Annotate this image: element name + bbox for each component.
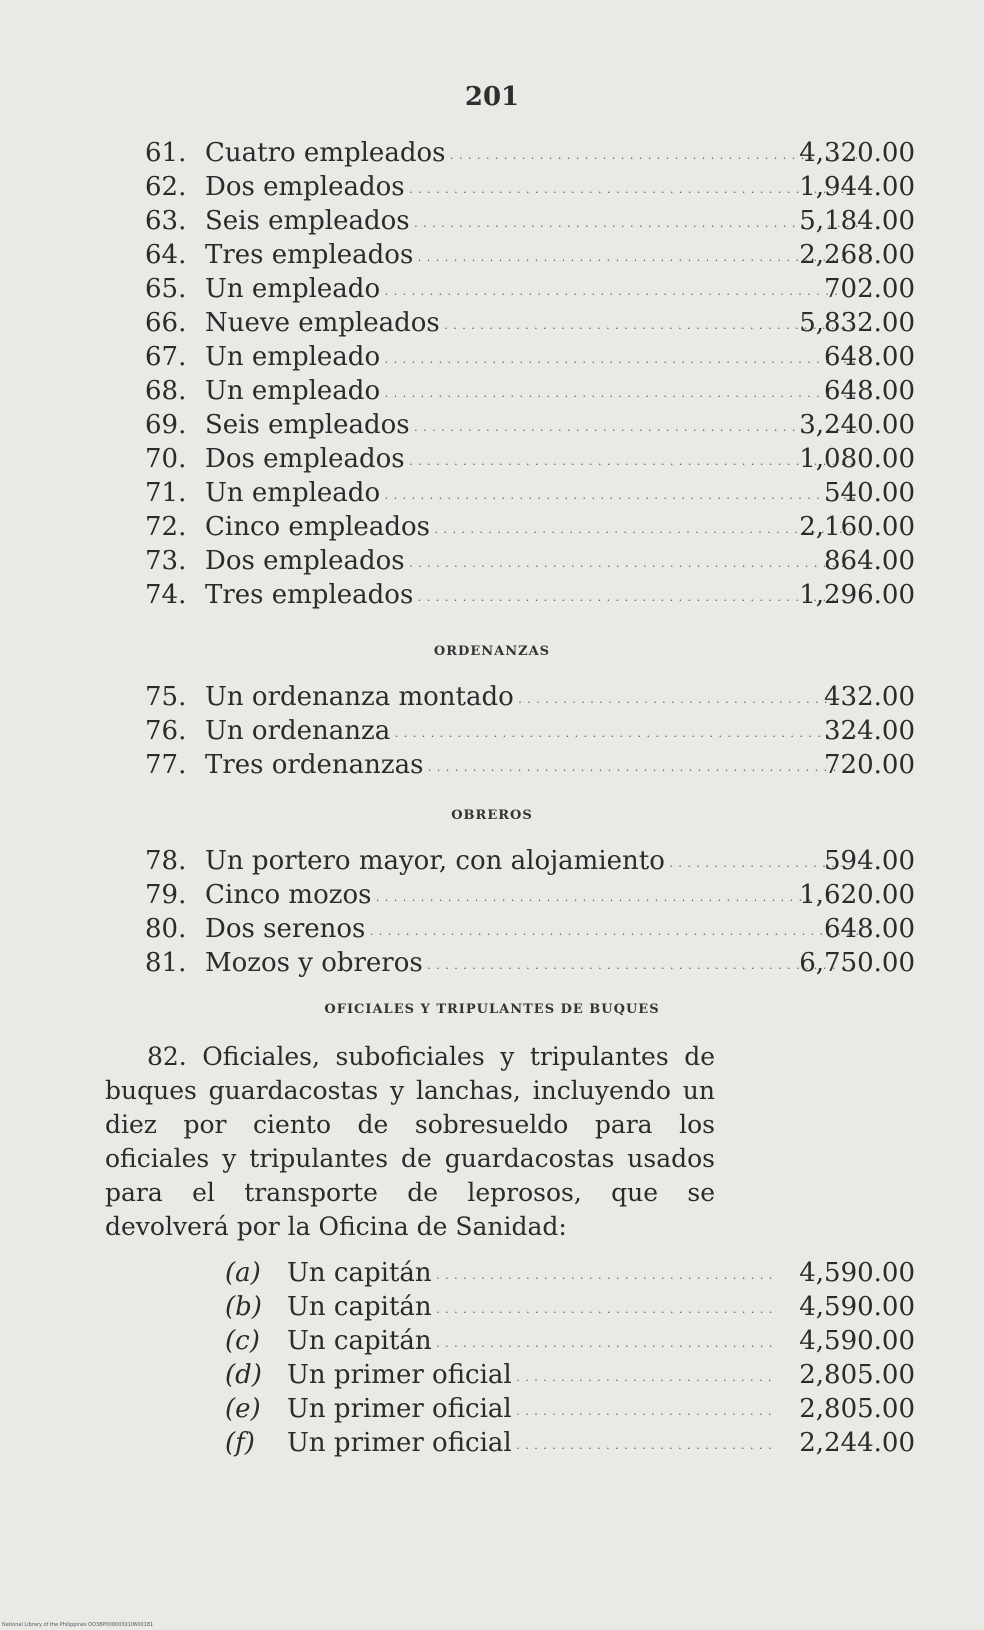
item-number: 62. — [145, 172, 187, 202]
list-item — [225, 1290, 915, 1324]
item-amount: 432.00 — [824, 682, 915, 712]
list-item — [145, 578, 915, 612]
item-number: 65. — [145, 274, 187, 304]
item-label: Dos serenos . . . — [205, 912, 860, 949]
item-letter: (e) — [225, 1394, 261, 1424]
item-amount: 720.00 — [824, 750, 915, 780]
item-amount: 2,805.00 — [799, 1394, 915, 1424]
item-amount: 324.00 — [824, 716, 915, 746]
item-amount: 2,244.00 — [799, 1428, 915, 1458]
item-number: 76. — [145, 716, 187, 746]
item-amount: 648.00 — [824, 342, 915, 372]
list-item — [145, 844, 915, 878]
item-label: Seis empleados . . . — [205, 204, 860, 241]
item-letter: (c) — [225, 1326, 260, 1356]
item-amount: 6,750.00 — [799, 948, 915, 978]
item-number: 73. — [145, 546, 187, 576]
list-item — [145, 748, 915, 782]
section-heading-obreros: OBREROS — [451, 808, 533, 823]
section-heading-oficiales: OFICIALES Y TRIPULANTES DE BUQUES — [324, 1002, 660, 1017]
item-number: 66. — [145, 308, 187, 338]
item-number: 72. — [145, 512, 187, 542]
item-label: Cinco empleados . . . — [205, 510, 860, 547]
entries-list-b — [145, 680, 915, 782]
item-label: Un ordenanza montado . . . — [205, 680, 860, 717]
entries-list-a — [145, 136, 915, 612]
item-letter: (d) — [225, 1360, 262, 1390]
list-item — [145, 510, 915, 544]
item-label: Un ordenanza . . . — [205, 714, 860, 751]
list-item — [145, 680, 915, 714]
item-amount: 1,944.00 — [799, 172, 915, 202]
item-amount: 4,590.00 — [799, 1292, 915, 1322]
item-label: Cinco mozos . . . — [205, 878, 860, 915]
item-label: Un primer oficial . . . — [287, 1426, 777, 1463]
item-label: Nueve empleados . . . — [205, 306, 860, 343]
item-amount: 4,320.00 — [799, 138, 915, 168]
item-label: Un capitán . . . — [287, 1290, 777, 1327]
item-amount: 5,184.00 — [799, 206, 915, 236]
item-label: Tres empleados . . . — [205, 238, 860, 275]
list-item — [225, 1256, 915, 1290]
item-amount: 4,590.00 — [799, 1258, 915, 1288]
list-item — [145, 272, 915, 306]
item-label: Seis empleados . . . — [205, 408, 860, 445]
list-item — [145, 878, 915, 912]
item-label: Un portero mayor, con alojamiento . . . — [205, 844, 860, 881]
section-heading-ordenanzas: ORDENANZAS — [433, 644, 551, 659]
list-item — [145, 306, 915, 340]
item-amount: 1,296.00 — [799, 580, 915, 610]
item-number: 79. — [145, 880, 187, 910]
item-amount: 594.00 — [824, 846, 915, 876]
item-label: Un empleado . . . — [205, 476, 860, 513]
list-item — [145, 476, 915, 510]
item-number: 61. — [145, 138, 187, 168]
list-item — [145, 170, 915, 204]
list-item — [225, 1324, 915, 1358]
list-item — [145, 340, 915, 374]
item-letter: (f) — [225, 1428, 255, 1458]
item-number: 63. — [145, 206, 187, 236]
item-amount: 540.00 — [824, 478, 915, 508]
item-label: Cuatro empleados . . . — [205, 136, 860, 173]
item-amount: 3,240.00 — [799, 410, 915, 440]
item-amount: 2,160.00 — [799, 512, 915, 542]
item-amount: 864.00 — [824, 546, 915, 576]
list-item — [225, 1392, 915, 1426]
item-amount: 702.00 — [824, 274, 915, 304]
item-number: 64. — [145, 240, 187, 270]
list-item — [145, 946, 915, 980]
scan-footer: National Library of the Philippines DO38P000003010600181 — [2, 1622, 154, 1628]
item-label: Un empleado . . . — [205, 340, 860, 377]
list-item — [145, 714, 915, 748]
item-label: Tres empleados . . . — [205, 578, 860, 615]
list-item — [145, 374, 915, 408]
list-item — [145, 912, 915, 946]
item-amount: 5,832.00 — [799, 308, 915, 338]
paragraph-82: 82. Oficiales, suboficiales y tripulantes de buques guardacostas y lanchas, incluyendo un diez por ciento de sobresueldo para los oficiales y tripulantes de guardacostas usados para el transporte de leprosos, que se devolverá por la Oficina de Sanidad: — [105, 1042, 715, 1241]
item-amount: 1,080.00 — [799, 444, 915, 474]
item-label: Dos empleados . . . — [205, 544, 860, 581]
item-amount: 2,805.00 — [799, 1360, 915, 1390]
list-item — [225, 1358, 915, 1392]
item-label: Mozos y obreros . . . — [205, 946, 860, 983]
item-amount: 648.00 — [824, 376, 915, 406]
item-number: 68. — [145, 376, 187, 406]
item-label: Un primer oficial . . . — [287, 1358, 777, 1395]
item-number: 67. — [145, 342, 187, 372]
item-amount: 4,590.00 — [799, 1326, 915, 1356]
item-label: Un empleado . . . — [205, 272, 860, 309]
list-item — [145, 238, 915, 272]
item-label: Dos empleados . . . — [205, 442, 860, 479]
list-item — [145, 442, 915, 476]
item-label: Tres ordenanzas . . . — [205, 748, 860, 785]
item-number: 75. — [145, 682, 187, 712]
item-number: 74. — [145, 580, 187, 610]
entries-list-d — [225, 1256, 915, 1460]
list-item — [145, 544, 915, 578]
item-number: 81. — [145, 948, 187, 978]
item-label: Un capitán . . . — [287, 1256, 777, 1293]
item-label: Dos empleados . . . — [205, 170, 860, 207]
item-amount: 1,620.00 — [799, 880, 915, 910]
item-number: 77. — [145, 750, 187, 780]
item-number: 71. — [145, 478, 187, 508]
item-label: Un primer oficial . . . — [287, 1392, 777, 1429]
item-number: 80. — [145, 914, 187, 944]
list-item — [145, 204, 915, 238]
entries-list-c — [145, 844, 915, 980]
item-label: Un empleado . . . — [205, 374, 860, 411]
item-number: 70. — [145, 444, 187, 474]
item-letter: (b) — [225, 1292, 262, 1322]
item-amount: 2,268.00 — [799, 240, 915, 270]
list-item — [225, 1426, 915, 1460]
item-letter: (a) — [225, 1258, 261, 1288]
list-item — [145, 408, 915, 442]
list-item — [145, 136, 915, 170]
item-number: 78. — [145, 846, 187, 876]
item-amount: 648.00 — [824, 914, 915, 944]
item-label: Un capitán . . . — [287, 1324, 777, 1361]
item-number: 69. — [145, 410, 187, 440]
page-number: 201 — [464, 82, 520, 112]
